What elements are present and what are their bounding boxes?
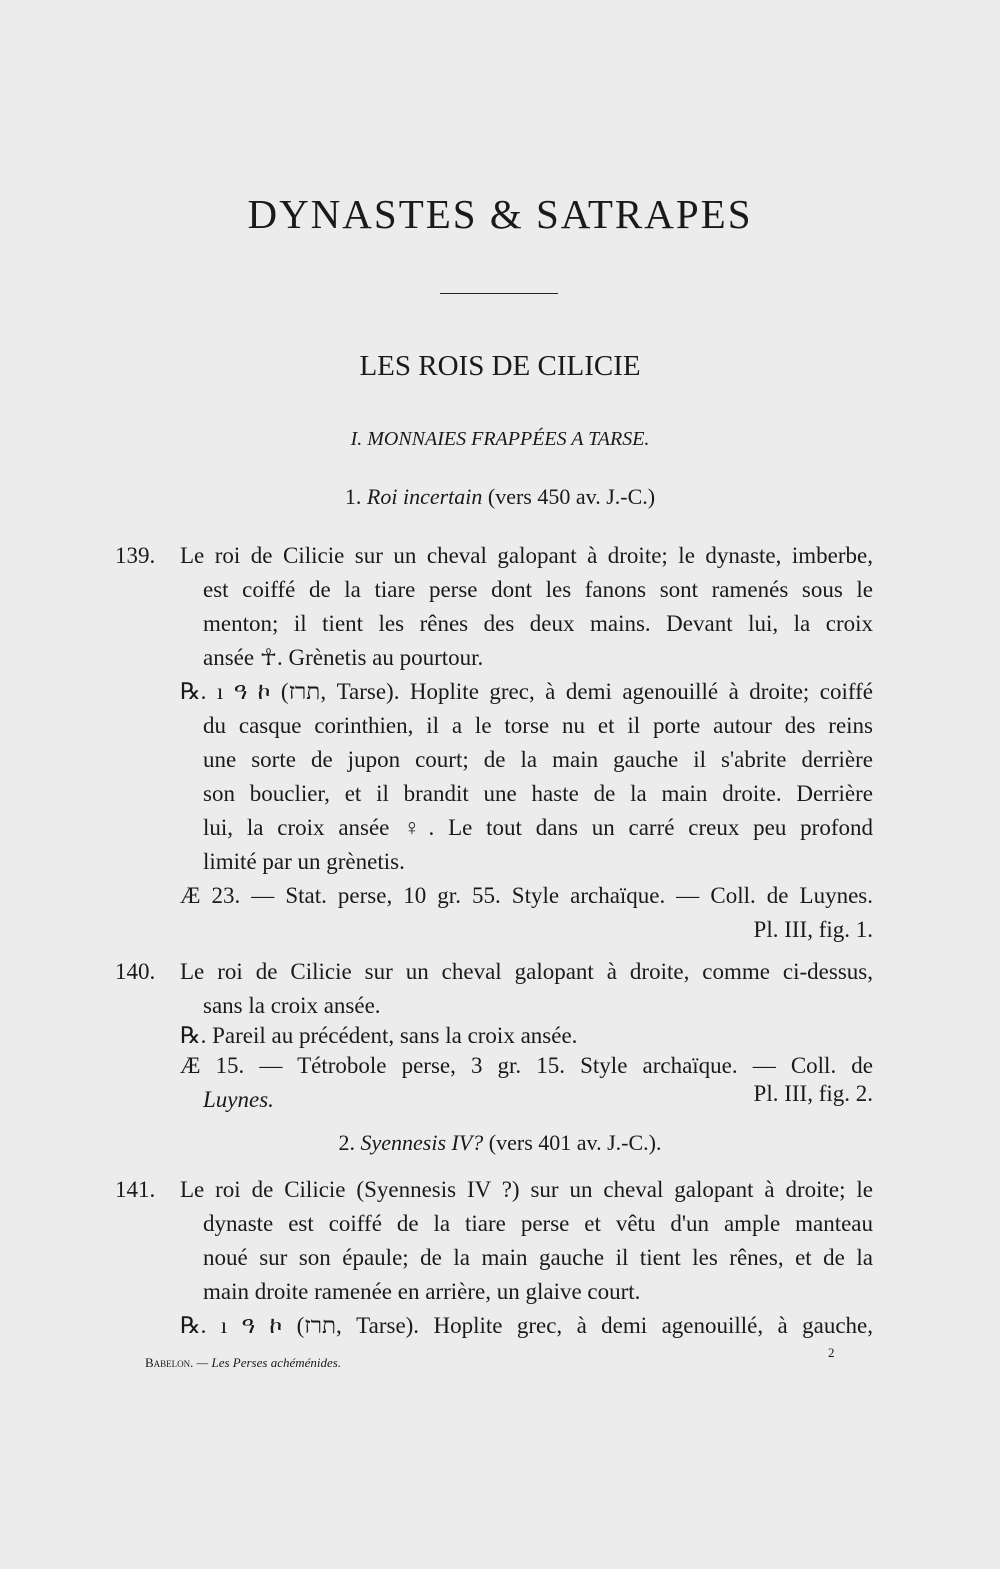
entry-line: sans la croix ansée.	[203, 993, 381, 1018]
reverse-line: une sorte de jupon court; de la main gauche il s'abrite derrière	[203, 747, 873, 772]
signature-mark: 2	[828, 1345, 835, 1360]
entry-line: est coiffé de la tiare perse dont les fanons sont ramenés sous le	[203, 577, 873, 602]
reverse-line: lui, la croix ansée ♀. Le tout dans un carré creux peu profond	[203, 815, 873, 840]
entry-line: noué sur son épaule; de la main gauche il tient les rênes, et de la	[203, 1245, 873, 1270]
ruler-heading-1	[0, 484, 1000, 510]
ruler-number: 1.	[344, 484, 362, 509]
footer-author: Babelon.	[145, 1355, 194, 1370]
entry-line: dynaste est coiffé de la tiare perse et vêtu d'un ample manteau	[203, 1211, 873, 1236]
subsection-heading: I. MONNAIES FRAPPÉES A TARSE.	[350, 428, 650, 450]
ruler-heading-2	[0, 1130, 1000, 1156]
plate-reference: Pl. III, fig. 1.	[753, 917, 873, 942]
reverse-line: son bouclier, et il brandit une haste de la main droite. Derrière	[203, 781, 873, 806]
coin-meta: Æ 15. — Tétrobole perse, 3 gr. 15. Style archaïque. — Coll. de	[180, 1053, 873, 1078]
entry-number: 140.	[115, 959, 156, 984]
plate-reference: Pl. III, fig. 2.	[753, 1081, 873, 1106]
entry-number: 141.	[115, 1177, 156, 1202]
section-heading: LES ROIS DE CILICIE	[359, 350, 641, 382]
entry-line: main droite ramenée en arrière, un glaive court.	[203, 1279, 641, 1304]
entry-line: Le roi de Cilicie (Syennesis IV ?) sur un cheval galopant à droite; le	[180, 1177, 873, 1202]
entry-line: menton; il tient les rênes des deux mains. Devant lui, la croix	[203, 611, 873, 636]
entry-line: Le roi de Cilicie sur un cheval galopant à droite, comme ci-dessus,	[180, 959, 873, 984]
entry-number: 139.	[115, 543, 156, 568]
reverse-line: ℞. ı ዓ ኮ (תרז, Tarse). Hoplite grec, à demi agenouillé, à gauche,	[180, 1313, 873, 1338]
coin-meta: Luynes.	[203, 1087, 274, 1112]
reverse-line: ℞. ı ዓ ኮ (תרז, Tarse). Hoplite grec, à demi agenouillé à droite; coiffé	[180, 679, 873, 704]
reverse-line: ℞. Pareil au précédent, sans la croix ansée.	[180, 1023, 578, 1048]
coin-meta: Æ 23. — Stat. perse, 10 gr. 55. Style archaïque. — Coll. de Luynes.	[180, 883, 873, 908]
ruler-name: Syennesis IV?	[360, 1130, 484, 1155]
ruler-number: 2.	[338, 1130, 355, 1155]
title-rule	[440, 293, 558, 294]
entry-line: ansée ☥. Grènetis au pourtour.	[203, 645, 484, 670]
footer-work: — Les Perses achéménides.	[196, 1355, 342, 1370]
page-title: DYNASTES & SATRAPES	[247, 191, 753, 237]
entry-line: Le roi de Cilicie sur un cheval galopant à droite; le dynaste, imberbe,	[180, 543, 873, 568]
ruler-name: Roi incertain	[366, 484, 483, 509]
reverse-line: du casque corinthien, il a le torse nu et il porte autour des reins	[203, 713, 873, 738]
ruler-date: (vers 450 av. J.-C.)	[487, 484, 656, 509]
footer-credit	[145, 1355, 341, 1371]
reverse-line: limité par un grènetis.	[203, 849, 405, 874]
ruler-date: (vers 401 av. J.-C.).	[488, 1130, 662, 1155]
